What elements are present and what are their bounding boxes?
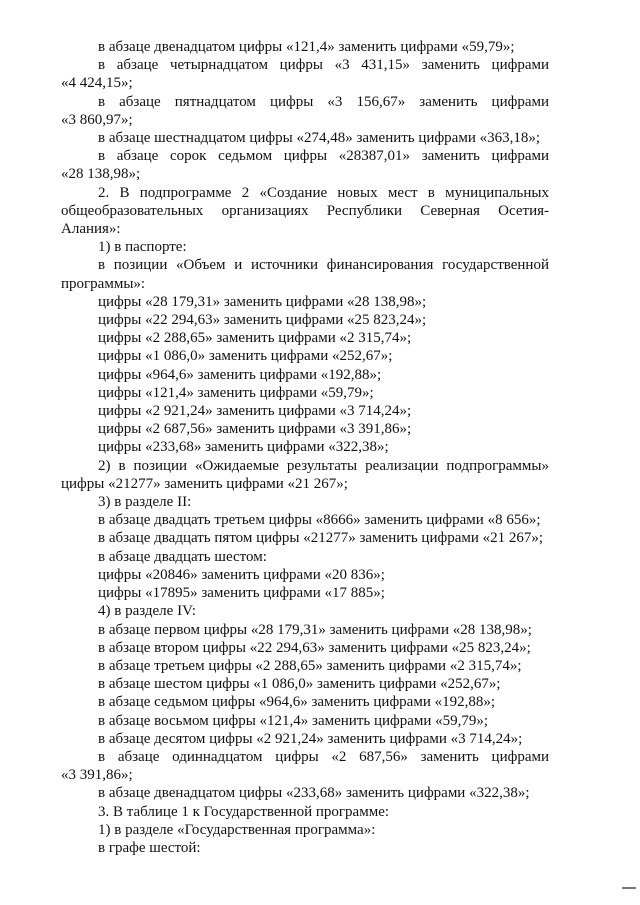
text-line: цифры «233,68» заменить цифрами «322,38»; <box>98 439 389 456</box>
text-line: в абзаце седьмом цифры «964,6» заменить цифрами «192,88»; <box>98 694 496 711</box>
text-line: в абзаце пятнадцатом цифры «3 156,67» заменить цифрами <box>98 93 549 110</box>
text-line: «3 391,86»; <box>61 767 133 784</box>
text-line: 4) в разделе IV: <box>98 603 196 620</box>
text-line: цифры «1 086,0» заменить цифрами «252,67»; <box>98 348 393 365</box>
text-line: в абзаце сорок седьмом цифры «28387,01» заменить цифрами <box>98 148 549 165</box>
text-line: цифры «22 294,63» заменить цифрами «25 823,24»; <box>98 312 427 329</box>
text-line: в графе шестой: <box>98 839 201 856</box>
text-line: в абзаце втором цифры «22 294,63» заменить цифрами «25 823,24»; <box>98 639 531 656</box>
text-line: 1) в паспорте: <box>98 239 187 256</box>
document-body <box>61 38 549 857</box>
text-line: в абзаце двадцать шестом: <box>98 548 267 565</box>
text-line: в позиции «Объем и источники финансирования государственной <box>98 257 549 274</box>
text-line: цифры «21277» заменить цифрами «21 267»; <box>61 475 348 492</box>
text-line: в абзаце четырнадцатом цифры «3 431,15» заменить цифрами <box>98 57 549 74</box>
text-line: цифры «17895» заменить цифрами «17 885»; <box>98 585 385 602</box>
text-line: цифры «2 288,65» заменить цифрами «2 315,74»; <box>98 330 412 347</box>
text-line: цифры «121,4» заменить цифрами «59,79»; <box>98 384 374 401</box>
text-line: 2) в позиции «Ожидаемые результаты реализации подпрограммы» <box>98 457 549 474</box>
text-line: в абзаце двадцать третьем цифры «8666» заменить цифрами «8 656»; <box>98 512 541 529</box>
text-line: в абзаце первом цифры «28 179,31» заменить цифрами «28 138,98»; <box>98 621 532 638</box>
text-line: в абзаце шестом цифры «1 086,0» заменить цифрами «252,67»; <box>98 676 501 693</box>
text-line: 3) в разделе II: <box>98 494 192 511</box>
text-line: в абзаце одиннадцатом цифры «2 687,56» заменить цифрами <box>98 748 549 765</box>
text-line: общеобразовательных организациях Республики Северная Осетия- <box>61 202 549 219</box>
text-line: Алания»: <box>61 221 121 238</box>
text-line: «28 138,98»; <box>61 166 141 183</box>
text-line: программы»: <box>61 275 146 292</box>
text-line: в абзаце двенадцатом цифры «121,4» заменить цифрами «59,79»; <box>98 39 515 55</box>
text-line: цифры «964,6» заменить цифрами «192,88»; <box>98 366 382 383</box>
text-line: цифры «2 921,24» заменить цифрами «3 714,24»; <box>98 403 412 420</box>
text-line: «4 424,15»; <box>61 75 133 92</box>
text-line: в абзаце двадцать пятом цифры «21277» заменить цифрами «21 267»; <box>98 530 544 547</box>
text-line: цифры «20846» заменить цифрами «20 836»; <box>98 566 385 583</box>
text-line: 1) в разделе «Государственная программа»: <box>98 821 376 838</box>
text-line: цифры «2 687,56» заменить цифрами «3 391,86»; <box>98 421 412 438</box>
text-line: в абзаце десятом цифры «2 921,24» заменить цифрами «3 714,24»; <box>98 730 523 747</box>
text-line: 2. В подпрограмме 2 «Создание новых мест в муниципальных <box>98 184 549 201</box>
page-edge-mark <box>622 887 636 889</box>
text-line: в абзаце шестнадцатом цифры «274,48» заменить цифрами «363,18»; <box>98 130 541 147</box>
text-line: в абзаце третьем цифры «2 288,65» заменить цифрами «2 315,74»; <box>98 657 522 674</box>
text-line: 3. В таблице 1 к Государственной программе: <box>98 803 390 820</box>
text-line: цифры «28 179,31» заменить цифрами «28 138,98»; <box>98 293 427 310</box>
text-line: «3 860,97»; <box>61 111 133 128</box>
text-line: в абзаце восьмом цифры «121,4» заменить цифрами «59,79»; <box>98 712 489 729</box>
text-line: в абзаце двенадцатом цифры «233,68» заменить цифрами «322,38»; <box>98 785 530 802</box>
